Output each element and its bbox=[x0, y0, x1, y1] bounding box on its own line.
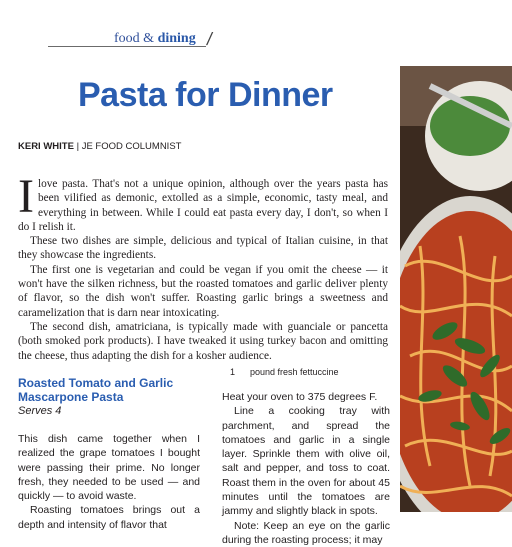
intro-paragraph: The first one is vegetarian and could be vegan if you omit the cheese — it won't have the silken richness, but the roasted tomatoes and garlic deliver plenty of flavor, so the dish won't suffer. Roasting garlic brings a sweetness and caramelization that is darn near intoxicating. bbox=[18, 263, 388, 319]
section-prefix: food & bbox=[114, 31, 158, 46]
recipe-step: Heat your oven to 375 degrees F. bbox=[222, 391, 378, 403]
intro-paragraph: The second dish, amatriciana, is typically made with guanciale or pancetta (both smoked pork products). I have tweaked it using turkey bacon and omitting the cheese, thus adapting the dish for a kosher audience. bbox=[18, 320, 388, 362]
intro-p1-text: love pasta. That's not a unique opinion, although over the years pasta has been vilified as demonic, extolled as a simple, economic, tasty meal, and everything in between. While I could eat pasta every day, I don't, so when I do I relish it. bbox=[18, 178, 388, 233]
byline bbox=[18, 141, 181, 152]
section-label bbox=[114, 31, 196, 47]
recipe-title: Roasted Tomato and Garlic Mascarpone Pasta bbox=[18, 376, 174, 404]
pasta-photo bbox=[400, 66, 512, 512]
ingredient-line bbox=[222, 366, 390, 378]
ingredient-item: pound fresh fettuccine bbox=[250, 367, 339, 377]
intro-paragraph: These two dishes are simple, delicious and typical of Italian cuisine, in that they showcase the ingredients. bbox=[18, 235, 388, 262]
recipe-step: Line a cooking tray with parchment, and spread the tomatoes and garlic in a single layer. Sprinkle them with olive oil, salt and pepper, and toss to coat. Roast them in the oven for about 45 minutes until the tomatoes are jammy and slightly black in spots. bbox=[222, 405, 390, 518]
recipe-column-2 bbox=[222, 366, 390, 547]
section-slash: / bbox=[205, 29, 214, 49]
recipe-column-1 bbox=[18, 376, 200, 532]
author-name: KERI WHITE bbox=[18, 141, 74, 152]
byline-separator: | bbox=[73, 141, 82, 152]
drop-cap: I bbox=[18, 170, 34, 223]
author-role: JE FOOD COLUMNIST bbox=[81, 141, 182, 152]
intro-paragraph bbox=[18, 170, 388, 234]
recipe-paragraph: This dish came together when I realized the grape tomatoes I bought were passing their prime. No longer fresh, they needed to be used — and quickly — to avoid waste. bbox=[18, 433, 200, 503]
recipe-paragraph: Roasting tomatoes brings out a depth and intensity of flavor that bbox=[18, 504, 200, 531]
headline: Pasta for Dinner bbox=[78, 76, 333, 114]
recipe-serves: Serves 4 bbox=[18, 405, 62, 417]
intro-text bbox=[18, 170, 388, 363]
recipe-note: Note: Keep an eye on the garlic during the roasting process; it may bbox=[222, 519, 390, 546]
section-bold: dining bbox=[157, 31, 196, 46]
section-header bbox=[48, 30, 214, 50]
ingredient-qty: 1 bbox=[230, 367, 236, 377]
